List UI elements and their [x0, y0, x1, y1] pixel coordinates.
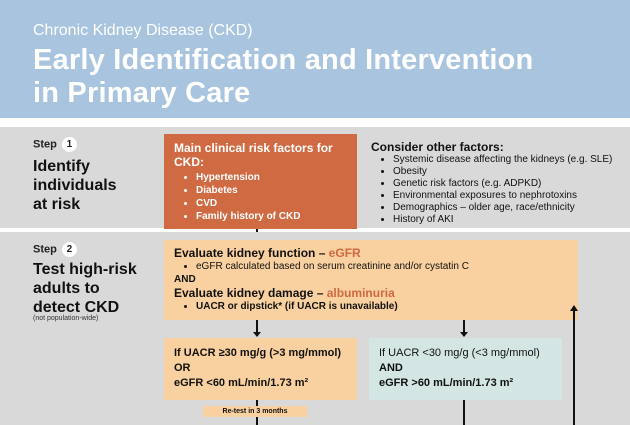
step1-label [33, 137, 77, 152]
evaluate-box [164, 240, 578, 320]
and-connector: AND [379, 362, 403, 374]
step2-label-text: Step [33, 243, 57, 256]
page-title [33, 44, 533, 110]
other-factors-title: Consider other factors: [371, 140, 504, 154]
step1-title-line: Identify [33, 158, 90, 175]
egfr-low-line: eGFR <60 mL/min/1.73 m² [174, 377, 309, 389]
abnormal-result-box [164, 338, 357, 400]
list-item: • Hypertension [196, 171, 347, 184]
or-connector: OR [174, 362, 191, 374]
step2-number-badge: 2 [62, 242, 77, 257]
list-item: • UACR or dipstick* (if UACR is unavailable) [196, 300, 568, 313]
list-item: • Systemic disease affecting the kidneys (e.g. SLE) [393, 154, 621, 166]
step2-title [33, 260, 137, 317]
flow-arrow-head [253, 332, 261, 337]
albuminuria-highlight: albuminuria [326, 286, 395, 300]
main-risk-factors-title: Main clinical risk factors for CKD: [174, 141, 333, 169]
step1-title-line: individuals [33, 177, 117, 194]
flow-arrow-head [460, 332, 468, 337]
uacr-low-line: If UACR <30 mg/g (<3 mg/mmol) [379, 347, 540, 359]
list-item: • CVD [196, 197, 347, 210]
list-item: • History of AKI [393, 214, 621, 226]
step1-number-badge: 1 [62, 137, 77, 152]
title-line-2: in Primary Care [33, 77, 251, 109]
step1-title [33, 157, 117, 214]
retest-label: Re-test in 3 months [203, 406, 307, 417]
uacr-high-line: If UACR ≥30 mg/g (>3 mg/mmol) [174, 347, 342, 359]
step2-title-line: adults to [33, 280, 100, 297]
list-item: • Family history of CKD [196, 210, 347, 223]
evaluate-damage-list [174, 300, 568, 313]
title-line-1: Early Identification and Intervention [33, 44, 534, 76]
evaluate-function-text: Evaluate kidney function – [174, 246, 329, 260]
evaluate-function-line [174, 246, 568, 260]
header-banner [0, 0, 630, 118]
step2-label [33, 242, 77, 257]
list-item: • Demographics – older age, race/ethnicity [393, 202, 621, 214]
header-subtitle: Chronic Kidney Disease (CKD) [33, 22, 253, 39]
flow-line [463, 400, 465, 425]
step2-note: (not population-wide) [33, 315, 99, 322]
evaluate-damage-text: Evaluate kidney damage – [174, 286, 327, 300]
evaluate-function-list [174, 260, 568, 273]
return-arrow-head [570, 305, 578, 311]
list-item: • Diabetes [196, 184, 347, 197]
other-factors-box [365, 136, 627, 228]
step2-title-line: Test high-risk [33, 261, 137, 278]
normal-result-box [369, 338, 562, 400]
list-item: • Environmental exposures to nephrotoxins [393, 190, 621, 202]
evaluate-damage-line [174, 286, 568, 300]
list-item: • Genetic risk factors (e.g. ADPKD) [393, 178, 621, 190]
egfr-normal-line: eGFR >60 mL/min/1.73 m² [379, 377, 514, 389]
step1-label-text: Step [33, 138, 57, 151]
step1-title-line: at risk [33, 196, 81, 213]
flow-line [256, 417, 258, 425]
main-risk-factors-list [174, 171, 347, 223]
and-connector: AND [174, 274, 196, 285]
main-risk-factors-box [164, 134, 357, 229]
list-item: • eGFR calculated based on serum creatinine and/or cystatin C [196, 260, 568, 273]
step2-title-line: detect CKD [33, 299, 120, 316]
egfr-highlight: eGFR [328, 246, 361, 260]
list-item: • Obesity [393, 166, 621, 178]
return-arrow-shaft [573, 310, 575, 425]
other-factors-list [371, 154, 621, 226]
flow-line [256, 400, 258, 406]
